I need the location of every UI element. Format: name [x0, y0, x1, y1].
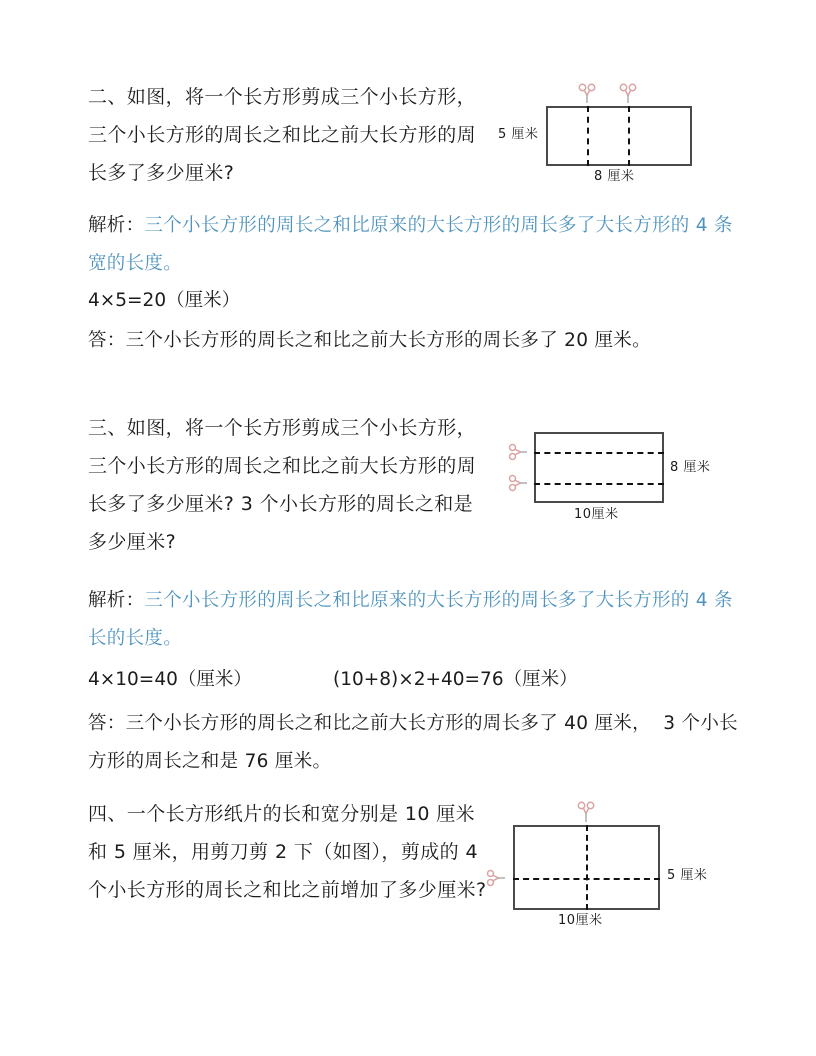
rectangle-outline [534, 432, 664, 503]
problem-3-answer: 答：三个小长方形的周长之和比之前大长方形的周长多了 40 厘米， 3 个小长方形的周长之和是 76 厘米。 [88, 713, 738, 772]
height-dimension-label: 8 厘米 [670, 460, 711, 475]
width-dimension-label: 10厘米 [558, 913, 603, 928]
scissors-icon [508, 472, 530, 494]
width-dimension-label: 8 厘米 [594, 169, 635, 184]
problem-3-question: 三、如图，将一个长方形剪成三个小长方形，三个小长方形的周长之和比之前大长方形的周长多了多少厘米? 3 个小长方形的周长之和是多少厘米? [88, 417, 477, 553]
scissors-icon [575, 801, 597, 823]
scissors-icon [508, 441, 530, 463]
problem-3-equation-1: 4×10=40（厘米） [88, 669, 252, 690]
problem-2-figure [495, 72, 725, 192]
scissors-icon [617, 83, 639, 105]
problem-2-question: 二、如图，将一个长方形剪成三个小长方形，三个小长方形的周长之和比之前大长方形的周长多了多少厘米? [88, 86, 477, 184]
scissors-icon [486, 867, 508, 889]
cut-line-vertical [586, 825, 588, 910]
problem-3-figure [500, 415, 725, 535]
problem-4-question: 四、一个长方形纸片的长和宽分别是 10 厘米和 5 厘米，用剪刀剪 2 下（如图），剪成的 4 个小长方形的周长之和比之前增加了多少厘米? [88, 803, 487, 901]
cut-line-2 [628, 106, 630, 166]
analysis-label: 解析： [88, 215, 145, 236]
problem-2-equation-1: 4×5=20（厘米） [88, 290, 241, 311]
problem-4-figure [480, 790, 720, 935]
width-dimension-label: 10厘米 [574, 507, 619, 522]
analysis-body: 三个小长方形的周长之和比原来的大长方形的周长多了大长方形的 4 条宽的长度。 [88, 215, 733, 274]
cut-line-horizontal [513, 878, 660, 880]
rectangle-outline [546, 106, 692, 166]
analysis-label: 解析： [88, 590, 145, 611]
cut-line-2 [534, 483, 664, 485]
cut-line-1 [587, 106, 589, 166]
problem-3-equation-2: (10+8)×2+40=76（厘米） [333, 669, 578, 690]
height-dimension-label: 5 厘米 [667, 868, 708, 883]
analysis-body: 三个小长方形的周长之和比原来的大长方形的周长多了大长方形的 4 条长的长度。 [88, 590, 733, 649]
cut-line-1 [534, 452, 664, 454]
height-dimension-label: 5 厘米 [498, 127, 539, 142]
scissors-icon [576, 83, 598, 105]
problem-2-answer: 答：三个小长方形的周长之和比之前大长方形的周长多了 20 厘米。 [88, 330, 651, 351]
problem-2-analysis [88, 207, 733, 283]
problem-3-analysis [88, 582, 733, 658]
